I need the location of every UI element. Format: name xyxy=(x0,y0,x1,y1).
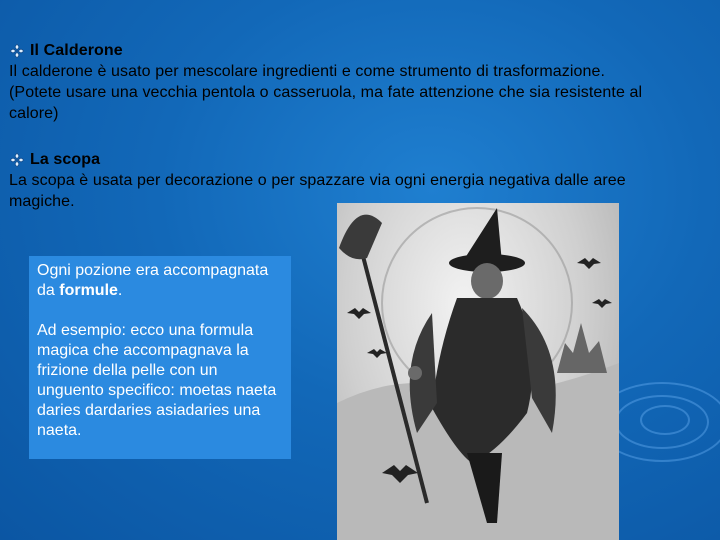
callout-bold-text: formule xyxy=(59,282,118,299)
formula-callout-box xyxy=(29,256,291,459)
diamond-bullet-icon xyxy=(10,44,24,58)
witch-illustration xyxy=(337,203,619,540)
callout-paragraph-1 xyxy=(37,261,283,301)
section-heading xyxy=(9,149,714,170)
section-text-line: (Potete usare una vecchia pentola o casseruola, ma fate attenzione che sia resistente al xyxy=(9,84,643,101)
section-title: La scopa xyxy=(30,151,101,168)
witch-on-broomstick-illustration xyxy=(337,203,619,540)
section-text-line: Il calderone è usato per mescolare ingredienti e come strumento di trasformazione. xyxy=(9,63,606,80)
section-text-line: magiche. xyxy=(9,193,75,210)
callout-paragraph-2: Ad esempio: ecco una formula magica che accompagnava la frizione della pelle con un unguento specifico: moetas naeta daries dardaries asiadaries una naeta. xyxy=(37,322,277,439)
callout-text: . xyxy=(117,282,123,299)
section-heading xyxy=(9,40,714,61)
diamond-bullet-icon xyxy=(10,153,24,167)
section-calderone xyxy=(9,40,714,124)
section-title: Il Calderone xyxy=(30,42,123,59)
section-text-line: La scopa è usata per decorazione o per spazzare via ogni energia negativa dalle aree xyxy=(9,172,626,189)
callout-text: Ogni pozione era accompagnata da xyxy=(37,262,269,299)
water-ripple-decoration xyxy=(640,405,690,435)
section-text-line: calore) xyxy=(9,105,59,122)
